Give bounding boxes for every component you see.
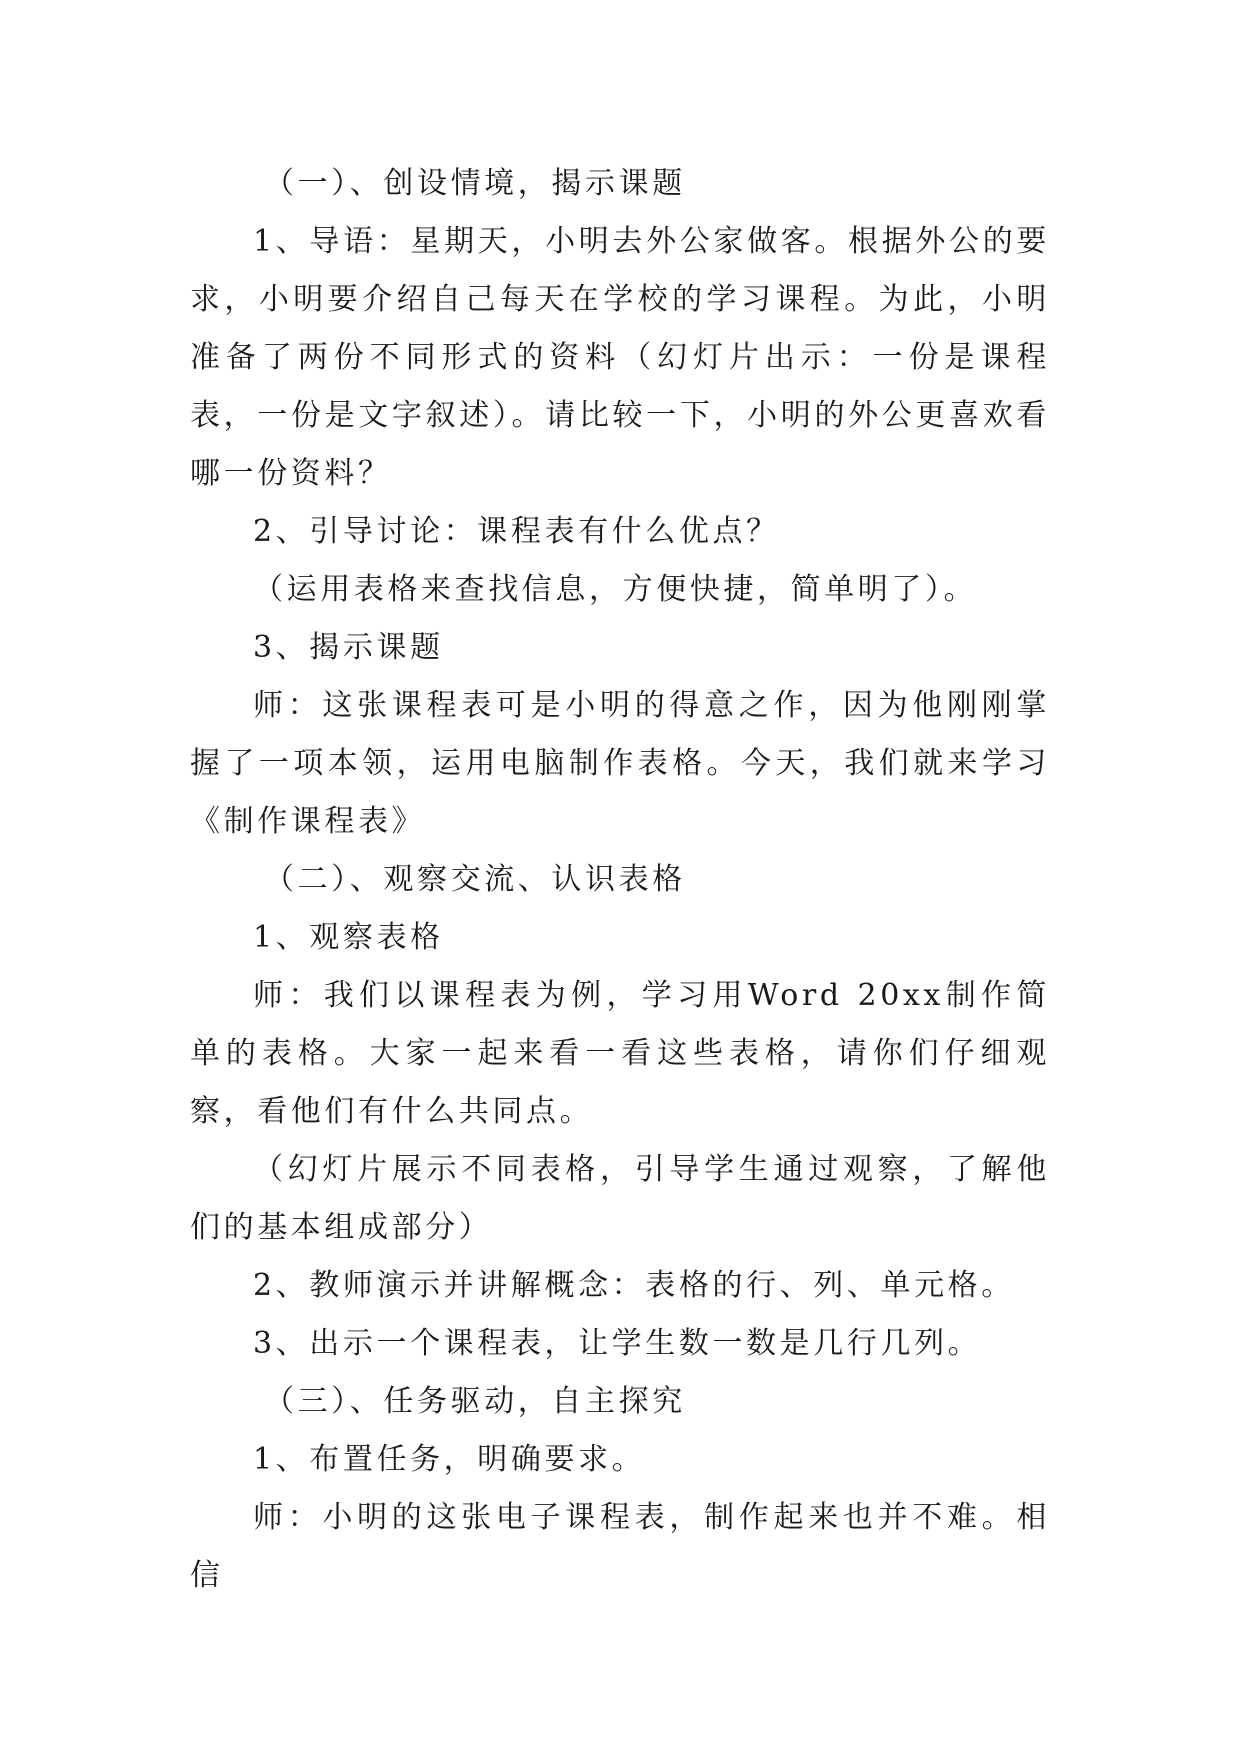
paragraph-answer: （运用表格来查找信息，方便快捷，简单明了）。	[253, 572, 978, 607]
section-heading-2: （二）、观察交流、认识表格	[264, 862, 686, 897]
paragraph-demo: 2、教师演示并讲解概念：表格的行、列、单元格。	[253, 1268, 1015, 1303]
paragraph-observe: 1、观察表格	[253, 920, 444, 955]
paragraph-teacher-3: 师：小明的这张电子课程表，制作起来也并不难。相信	[190, 1500, 1050, 1593]
paragraph-count: 3、出示一个课程表，让学生数一数是几行几列。	[253, 1326, 982, 1361]
paragraph-slides: （幻灯片展示不同表格，引导学生通过观察，了解他们的基本组成部分）	[190, 1152, 1050, 1245]
paragraph-discussion: 2、引导讨论：课程表有什么优点？	[253, 514, 780, 549]
section-heading-1: （一）、创设情境，揭示课题	[264, 166, 686, 201]
paragraph-reveal-title: 3、揭示课题	[253, 630, 444, 665]
section-heading-3: （三）、任务驱动，自主探究	[264, 1384, 686, 1419]
paragraph-intro: 1、导语：星期天，小明去外公家做客。根据外公的要求，小明要介绍自己每天在学校的学习课程。为此，小明准备了两份不同形式的资料（幻灯片出示：一份是课程表，一份是文字叙述）。请比较一下，小明的外公更喜欢看哪一份资料？	[190, 224, 1050, 491]
paragraph-teacher-2: 师：我们以课程表为例，学习用Word 20xx制作简单的表格。大家一起来看一看这些表格，请你们仔细观察，看他们有什么共同点。	[190, 978, 1050, 1129]
paragraph-teacher-1: 师：这张课程表可是小明的得意之作，因为他刚刚掌握了一项本领，运用电脑制作表格。今天，我们就来学习《制作课程表》	[190, 688, 1050, 839]
paragraph-task: 1、布置任务，明确要求。	[253, 1442, 646, 1477]
